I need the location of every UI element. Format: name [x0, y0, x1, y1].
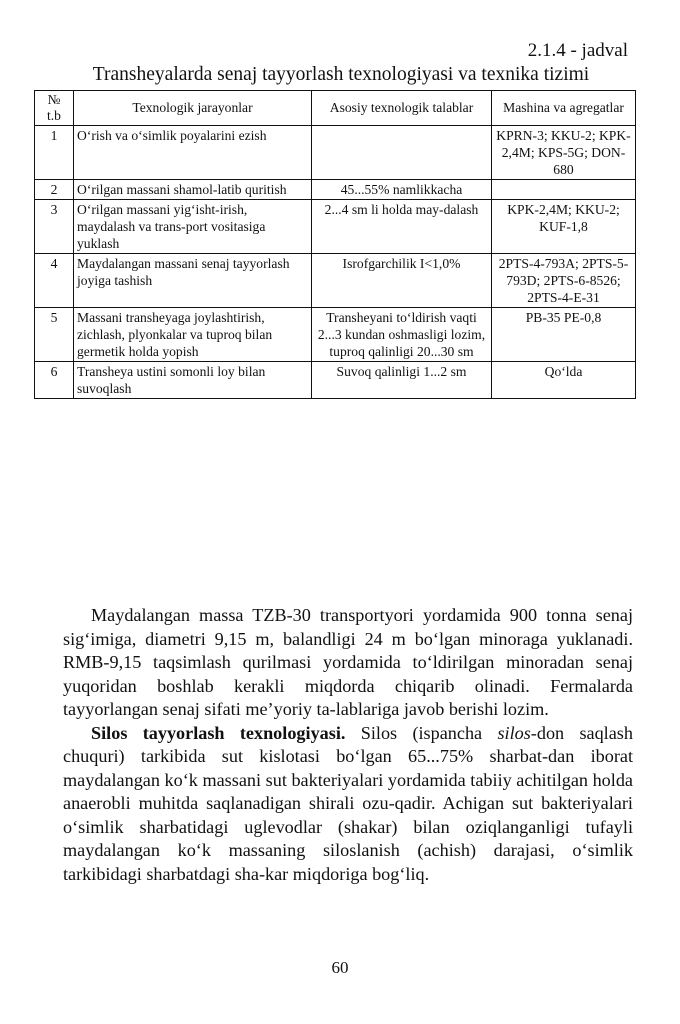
row-requirement: Suvoq qalinligi 1...2 sm — [312, 362, 492, 399]
table-row — [35, 254, 636, 308]
technology-table — [34, 90, 636, 399]
row-operation: Massani transheyaga joylashtirish, zichlash, plyonkalar va tuproq bilan germetik holda yopish — [74, 308, 312, 362]
table-row — [35, 200, 636, 254]
row-requirement: 45...55% namlikkacha — [312, 180, 492, 200]
row-machines: KPK-2,4M; KKU-2; KUF-1,8 — [492, 200, 636, 254]
header-number-symbol: № — [47, 92, 61, 107]
header-operations: Texnologik jarayonlar — [74, 91, 312, 126]
row-operation: O‘rilgan massani yig‘isht-irish, maydalash va trans-port vositasiga yuklash — [74, 200, 312, 254]
row-operation: O‘rish va o‘simlik poyalarini ezish — [74, 126, 312, 180]
table-row — [35, 126, 636, 180]
row-requirement: Isrofgarchilik I<1,0% — [312, 254, 492, 308]
row-requirement — [312, 126, 492, 180]
row-requirement: Transheyani to‘ldirish vaqti 2...3 kundan oshmasligi lozim, tuproq qalinligi 20...30 sm — [312, 308, 492, 362]
row-number: 6 — [35, 362, 74, 399]
table-row — [35, 180, 636, 200]
table-row — [35, 308, 636, 362]
row-operation: Transheya ustini somonli loy bilan suvoqlash — [74, 362, 312, 399]
row-requirement: 2...4 sm li holda may-dalash — [312, 200, 492, 254]
body-text — [63, 604, 633, 886]
row-machines: 2PTS-4-793A; 2PTS-5-793D; 2PTS-6-8526; 2PTS-4-E-31 — [492, 254, 636, 308]
row-operation: Maydalangan massani senaj tayyorlash joyiga tashish — [74, 254, 312, 308]
paragraph-tower-loading: Maydalangan massa TZB-30 transportyori yordamida 900 tonna senaj sig‘imiga, diametri 9,15 m, balandligi 24 m bo‘lgan minoraga yuklanadi. RMB-9,15 taqsimlash qurilmasi yordamida to‘ldirilgan minoradan senaj yuqoridan boshlab kerakli miqdorda chiqarib olinadi. Fermalarda tayyorlangan senaj sifati me’yoriy ta-lablariga javob berishi lozim. — [63, 605, 633, 719]
paragraph-text: Silos (ispancha — [345, 722, 498, 743]
header-number — [35, 91, 74, 126]
row-number: 5 — [35, 308, 74, 362]
header-number-abbrev: t.b — [47, 108, 61, 123]
row-number: 4 — [35, 254, 74, 308]
table-reference: 2.1.4 - jadval — [527, 40, 628, 61]
paragraph-silage-technology — [63, 722, 633, 887]
table-header-row — [35, 91, 636, 126]
row-machines: Qo‘lda — [492, 362, 636, 399]
page-number: 60 — [331, 958, 349, 977]
paragraph-text: -don saqlash chuquri) tarkibida sut kislotasi bo‘lgan 65...75% sharbat-dan iborat maydalangan ko‘k massani sut bakteriyalari yordamida tabiiy achitilgan holda anaerobli muhitda saqlanadigan shirali ozu-qadir. Achigan sut bakteriyalari o‘simlik sharbatidagi uglevodlar (shakar) bilan oziqlanganligi tufayli maydalangan ko‘k massaning siloslanish (achish) darajasi, o‘simlik tarkibidagi sharbatdagi sha-kar miqdoriga bog‘liq. — [63, 722, 633, 884]
table-row — [35, 362, 636, 399]
row-machines: KPRN-3; KKU-2; KPK-2,4M; KPS-5G; DON-680 — [492, 126, 636, 180]
row-number: 3 — [35, 200, 74, 254]
row-number: 1 — [35, 126, 74, 180]
row-operation: O‘rilgan massani shamol-latib quritish — [74, 180, 312, 200]
table-title: Transheyalarda senaj tayyorlash texnologiyasi va texnika tizimi — [92, 64, 590, 85]
header-requirements: Asosiy texnologik talablar — [312, 91, 492, 126]
row-number: 2 — [35, 180, 74, 200]
section-heading: Silos tayyorlash texnologiyasi. — [91, 722, 346, 743]
row-machines — [492, 180, 636, 200]
italic-term: silos — [497, 722, 531, 743]
header-machines: Mashina va agregatlar — [492, 91, 636, 126]
row-machines: PB-35 PE-0,8 — [492, 308, 636, 362]
